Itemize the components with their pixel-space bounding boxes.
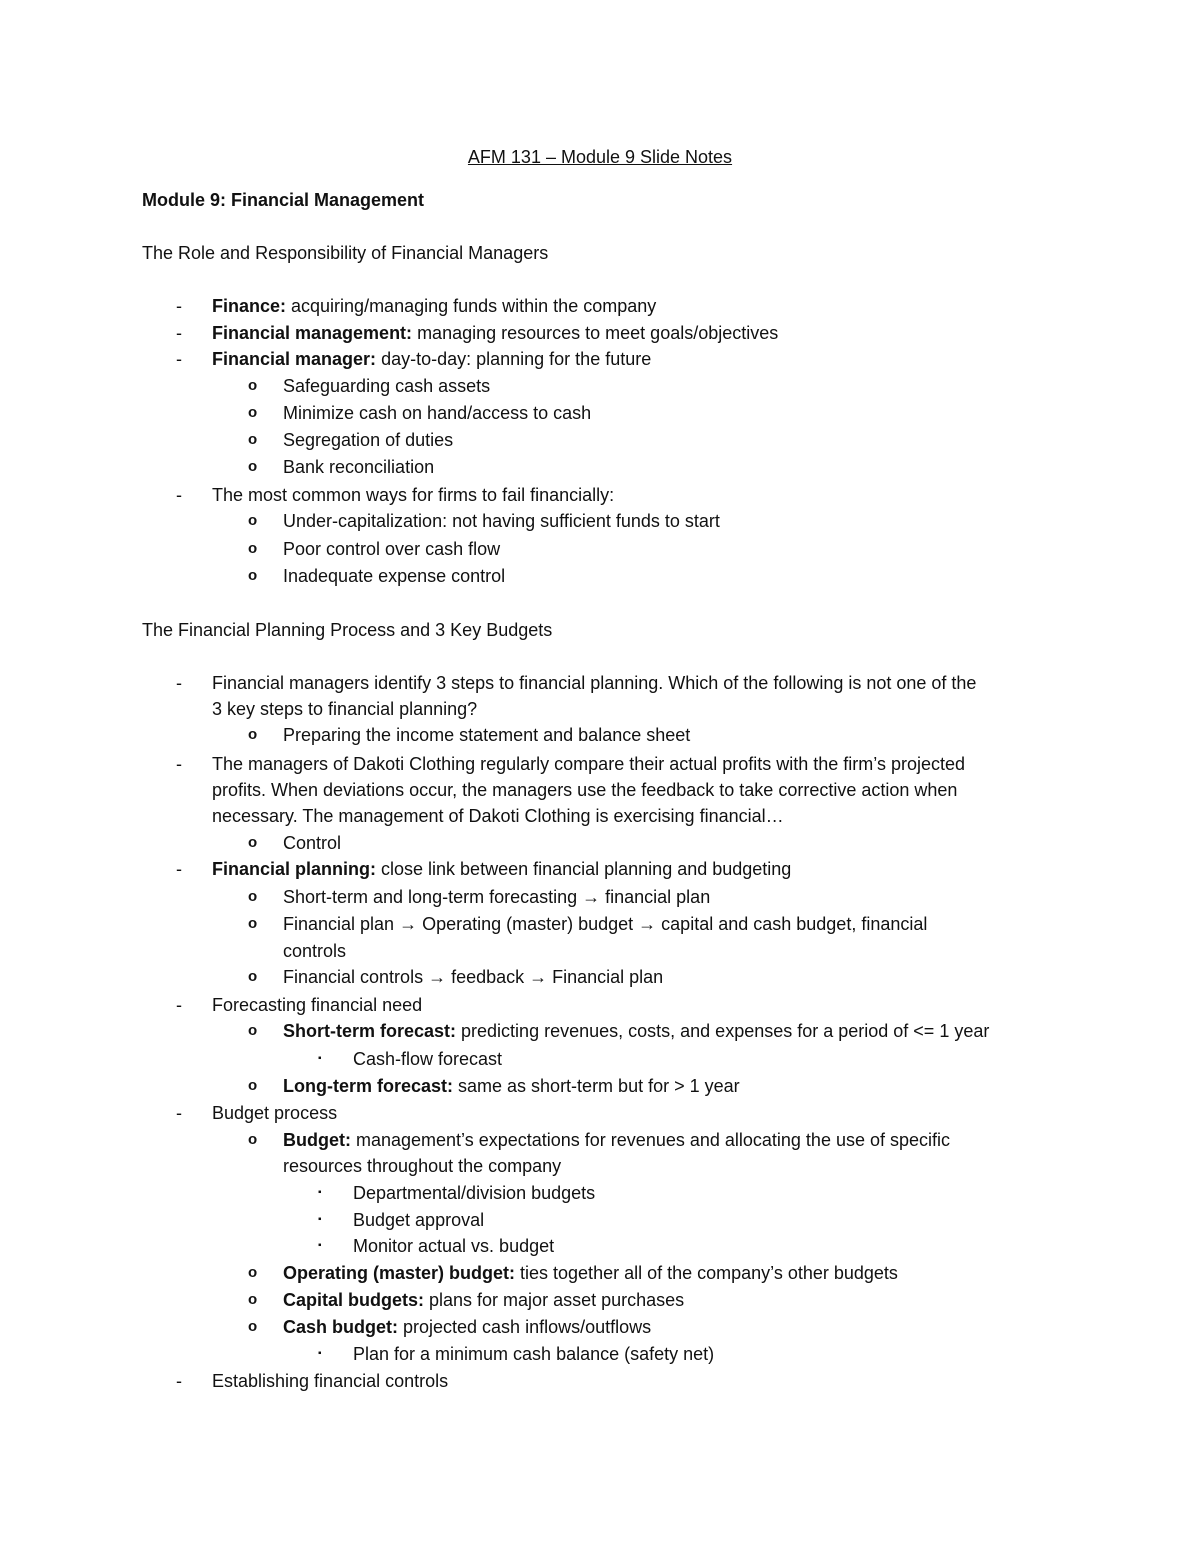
dash-bullet: -	[176, 859, 182, 879]
term: Budget:	[283, 1130, 351, 1150]
circle-bullet: o	[248, 377, 258, 394]
circle-bullet: o	[248, 915, 258, 932]
dash-bullet: -	[176, 673, 182, 693]
list-item: Budget process	[212, 1103, 338, 1123]
question-line: Financial managers identify 3 steps to financial planning. Which of the following is not one of the	[212, 673, 977, 693]
term: Operating (master) budget:	[283, 1263, 516, 1283]
circle-bullet: o	[248, 1077, 258, 1094]
dash-bullet: -	[176, 323, 182, 343]
square-bullet: ▪	[318, 1053, 322, 1064]
sub-list-item: Under-capitalization: not having sufficient funds to start	[283, 511, 720, 531]
circle-bullet: o	[248, 726, 258, 743]
sub-sub-list-item: Plan for a minimum cash balance (safety net)	[353, 1344, 715, 1364]
list-item: Establishing financial controls	[212, 1371, 449, 1391]
module-heading: Module 9: Financial Management	[142, 190, 425, 210]
term: Cash budget:	[283, 1317, 398, 1337]
sub-list-item: Financial plan → Operating (master) budget → capital and cash budget, financial	[283, 914, 928, 934]
sub-list-item	[283, 1128, 950, 1152]
definition: close link between financial planning and budgeting	[376, 859, 792, 879]
sub-list-item: Short-term and long-term forecasting → financial plan	[283, 887, 711, 907]
sub-list-item-continued: resources throughout the company	[283, 1156, 562, 1176]
list-item: The most common ways for firms to fail financially:	[212, 485, 615, 505]
sub-list-item-continued: controls	[283, 941, 347, 961]
list-item: Forecasting financial need	[212, 995, 423, 1015]
dash-bullet: -	[176, 754, 182, 774]
dash-bullet: -	[176, 296, 182, 316]
circle-bullet: o	[248, 431, 258, 448]
sub-sub-list-item: Budget approval	[353, 1210, 485, 1230]
dash-bullet: -	[176, 485, 182, 505]
term: Long-term forecast:	[283, 1076, 454, 1096]
square-bullet: ▪	[318, 1240, 322, 1251]
sub-list-item: Poor control over cash flow	[283, 539, 501, 559]
term: Short-term forecast:	[283, 1021, 457, 1041]
definition: managing resources to meet goals/objectives	[412, 323, 779, 343]
circle-bullet: o	[248, 458, 258, 475]
term: Capital budgets:	[283, 1290, 425, 1310]
list-item	[212, 294, 656, 318]
definition: acquiring/managing funds within the company	[286, 296, 657, 316]
sub-list-item: Minimize cash on hand/access to cash	[283, 403, 592, 423]
question-line: The managers of Dakoti Clothing regularly compare their actual profits with the firm’s projected	[212, 754, 966, 774]
square-bullet: ▪	[318, 1214, 322, 1225]
definition: plans for major asset purchases	[424, 1290, 685, 1310]
dash-bullet: -	[176, 1371, 182, 1391]
answer-item: Control	[283, 833, 342, 853]
sub-list-item	[283, 1288, 684, 1312]
document-title: AFM 131 – Module 9 Slide Notes	[467, 147, 733, 167]
circle-bullet: o	[248, 1264, 258, 1281]
sub-list-item: Bank reconciliation	[283, 457, 435, 477]
circle-bullet: o	[248, 834, 258, 851]
sub-list-item	[283, 1315, 651, 1339]
dash-bullet: -	[176, 995, 182, 1015]
sub-list-item: Safeguarding cash assets	[283, 376, 491, 396]
sub-list-item	[283, 1074, 740, 1098]
sub-sub-list-item: Monitor actual vs. budget	[353, 1236, 555, 1256]
question-line: necessary. The management of Dakoti Clothing is exercising financial…	[212, 806, 784, 826]
definition: day-to-day: planning for the future	[376, 349, 652, 369]
sub-list-item	[283, 1019, 989, 1043]
circle-bullet: o	[248, 512, 258, 529]
circle-bullet: o	[248, 1131, 258, 1148]
definition: ties together all of the company’s other budgets	[515, 1263, 898, 1283]
list-item	[212, 321, 778, 345]
circle-bullet: o	[248, 404, 258, 421]
term: Finance:	[212, 296, 287, 316]
section-heading-role: The Role and Responsibility of Financial Managers	[142, 243, 549, 263]
circle-bullet: o	[248, 1318, 258, 1335]
circle-bullet: o	[248, 888, 258, 905]
answer-item: Preparing the income statement and balance sheet	[283, 725, 691, 745]
sub-sub-list-item: Departmental/division budgets	[353, 1183, 596, 1203]
list-item	[212, 857, 791, 881]
term: Financial planning:	[212, 859, 377, 879]
question-line: 3 key steps to financial planning?	[212, 699, 478, 719]
section-heading-planning: The Financial Planning Process and 3 Key Budgets	[142, 620, 553, 640]
sub-list-item: Financial controls → feedback → Financial plan	[283, 967, 664, 987]
term: Financial management:	[212, 323, 413, 343]
definition: same as short-term but for > 1 year	[453, 1076, 740, 1096]
sub-sub-list-item: Cash-flow forecast	[353, 1049, 503, 1069]
square-bullet: ▪	[318, 1348, 322, 1359]
list-item	[212, 347, 651, 371]
circle-bullet: o	[248, 1022, 258, 1039]
circle-bullet: o	[248, 1291, 258, 1308]
sub-list-item: Segregation of duties	[283, 430, 454, 450]
term: Financial manager:	[212, 349, 377, 369]
dash-bullet: -	[176, 1103, 182, 1123]
circle-bullet: o	[248, 540, 258, 557]
circle-bullet: o	[248, 968, 258, 985]
definition: management’s expectations for revenues and allocating the use of specific	[350, 1130, 951, 1150]
circle-bullet: o	[248, 567, 258, 584]
definition: predicting revenues, costs, and expenses for a period of <= 1 year	[456, 1021, 990, 1041]
dash-bullet: -	[176, 349, 182, 369]
question-line: profits. When deviations occur, the managers use the feedback to take corrective action when	[212, 780, 958, 800]
definition: projected cash inflows/outflows	[398, 1317, 652, 1337]
sub-list-item: Inadequate expense control	[283, 566, 506, 586]
sub-list-item	[283, 1261, 898, 1285]
square-bullet: ▪	[318, 1187, 322, 1198]
